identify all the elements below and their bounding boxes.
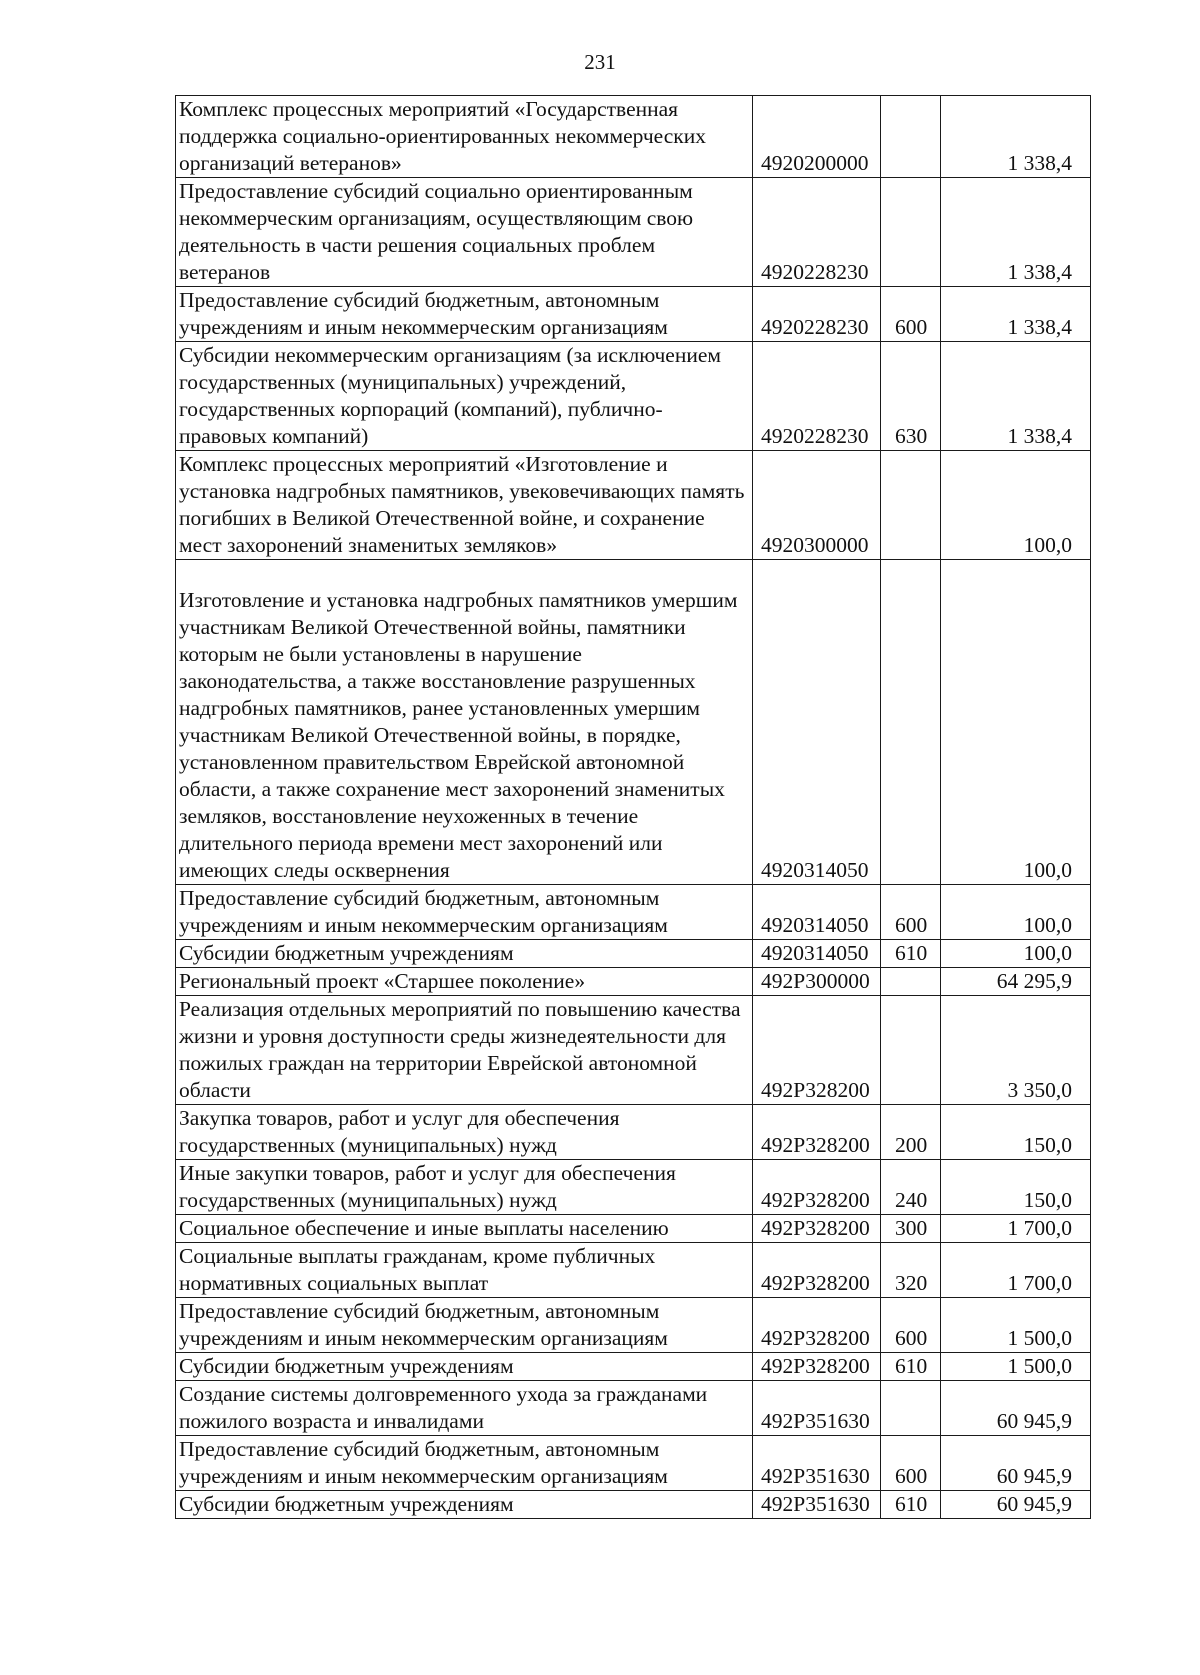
table-row <box>176 1160 1091 1215</box>
row-amount-cell: 150,0 <box>941 1160 1091 1215</box>
row-name-cell: Предоставление субсидий социально ориентированным некоммерческим организациям, осуществляющим свою деятельность в части решения социальных проблем ветеранов <box>176 178 753 287</box>
page-number: 231 <box>584 50 616 74</box>
row-code-cell: 4920228230 <box>753 342 881 451</box>
row-name-cell: Создание системы долговременного ухода за гражданами пожилого возраста и инвалидами <box>176 1381 753 1436</box>
row-type-cell <box>881 178 941 287</box>
budget-table <box>175 95 1091 1519</box>
row-amount-cell: 150,0 <box>941 1105 1091 1160</box>
table-row <box>176 968 1091 996</box>
row-amount-cell: 1 338,4 <box>941 342 1091 451</box>
table-row <box>176 996 1091 1105</box>
row-amount-cell: 64 295,9 <box>941 968 1091 996</box>
table-row <box>176 1105 1091 1160</box>
row-amount-cell: 100,0 <box>941 885 1091 940</box>
table-row <box>176 178 1091 287</box>
row-type-cell: 600 <box>881 287 941 342</box>
row-code-cell: 4920314050 <box>753 940 881 968</box>
row-amount-cell: 100,0 <box>941 451 1091 560</box>
table-row <box>176 1353 1091 1381</box>
row-code-cell: 4920228230 <box>753 287 881 342</box>
row-amount-cell: 3 350,0 <box>941 996 1091 1105</box>
row-amount-cell: 100,0 <box>941 940 1091 968</box>
row-amount-cell: 1 338,4 <box>941 287 1091 342</box>
row-amount-cell: 60 945,9 <box>941 1381 1091 1436</box>
table-row <box>176 287 1091 342</box>
row-amount-cell: 1 700,0 <box>941 1215 1091 1243</box>
row-type-cell: 300 <box>881 1215 941 1243</box>
row-code-cell: 492Р328200 <box>753 996 881 1105</box>
row-name-cell: Социальное обеспечение и иные выплаты населению <box>176 1215 753 1243</box>
row-name-cell: Комплекс процессных мероприятий «Изготовление и установка надгробных памятников, увековечивающих память погибших в Великой Отечественной войне, и сохранение мест захоронений знаменитых земляков» <box>176 451 753 560</box>
row-code-cell: 4920200000 <box>753 96 881 178</box>
row-name-cell: Иные закупки товаров, работ и услуг для обеспечения государственных (муниципальных) нужд <box>176 1160 753 1215</box>
row-type-cell: 610 <box>881 1353 941 1381</box>
table-row <box>176 940 1091 968</box>
row-name-cell: Изготовление и установка надгробных памятников умершим участникам Великой Отечественной войны, памятники которым не были установлены в нарушение законодательства, а также восстановление разрушенных надгробных памятников, ранее установленных умершим участникам Великой Отечественной войны, в порядке, установленном правительством Еврейской автономной области, а также сохранение мест захоронений знаменитых земляков, восстановление неухоженных в течение длительного периода времени мест захоронений или имеющих следы осквернения <box>176 560 753 885</box>
row-type-cell <box>881 968 941 996</box>
row-name-cell: Предоставление субсидий бюджетным, автономным учреждениям и иным некоммерческим организациям <box>176 885 753 940</box>
row-code-cell: 4920314050 <box>753 885 881 940</box>
row-code-cell: 492Р328200 <box>753 1215 881 1243</box>
row-code-cell: 492Р328200 <box>753 1243 881 1298</box>
row-type-cell: 200 <box>881 1105 941 1160</box>
table-row <box>176 1298 1091 1353</box>
row-type-cell <box>881 996 941 1105</box>
table-body <box>176 96 1091 1519</box>
row-code-cell: 492Р351630 <box>753 1381 881 1436</box>
row-amount-cell: 1 338,4 <box>941 96 1091 178</box>
row-code-cell: 492Р351630 <box>753 1491 881 1519</box>
row-name-cell: Субсидии некоммерческим организациям (за исключением государственных (муниципальных) учреждений, государственных корпораций (компаний), публично-правовых компаний) <box>176 342 753 451</box>
row-amount-cell: 1 500,0 <box>941 1298 1091 1353</box>
row-name-cell: Предоставление субсидий бюджетным, автономным учреждениям и иным некоммерческим организациям <box>176 1298 753 1353</box>
row-name-cell: Субсидии бюджетным учреждениям <box>176 1353 753 1381</box>
table-row <box>176 1215 1091 1243</box>
row-name-cell: Социальные выплаты гражданам, кроме публичных нормативных социальных выплат <box>176 1243 753 1298</box>
row-name-cell: Предоставление субсидий бюджетным, автономным учреждениям и иным некоммерческим организациям <box>176 287 753 342</box>
row-type-cell: 630 <box>881 342 941 451</box>
row-type-cell <box>881 560 941 885</box>
row-code-cell: 4920314050 <box>753 560 881 885</box>
row-type-cell: 240 <box>881 1160 941 1215</box>
row-name-cell: Реализация отдельных мероприятий по повышению качества жизни и уровня доступности среды жизнедеятельности для пожилых граждан на территории Еврейской автономной области <box>176 996 753 1105</box>
row-code-cell: 492Р328200 <box>753 1160 881 1215</box>
row-amount-cell: 1 500,0 <box>941 1353 1091 1381</box>
row-amount-cell: 60 945,9 <box>941 1436 1091 1491</box>
table-row <box>176 1491 1091 1519</box>
table-row <box>176 885 1091 940</box>
row-code-cell: 492Р300000 <box>753 968 881 996</box>
table-row <box>176 342 1091 451</box>
row-name-cell: Субсидии бюджетным учреждениям <box>176 940 753 968</box>
row-code-cell: 492Р351630 <box>753 1436 881 1491</box>
row-amount-cell: 1 338,4 <box>941 178 1091 287</box>
row-type-cell: 600 <box>881 1298 941 1353</box>
row-type-cell <box>881 1381 941 1436</box>
row-name-cell: Предоставление субсидий бюджетным, автономным учреждениям и иным некоммерческим организациям <box>176 1436 753 1491</box>
row-name-cell: Региональный проект «Старшее поколение» <box>176 968 753 996</box>
row-code-cell: 4920228230 <box>753 178 881 287</box>
row-type-cell: 610 <box>881 940 941 968</box>
row-amount-cell: 100,0 <box>941 560 1091 885</box>
row-code-cell: 4920300000 <box>753 451 881 560</box>
row-type-cell: 600 <box>881 1436 941 1491</box>
row-name-cell: Закупка товаров, работ и услуг для обеспечения государственных (муниципальных) нужд <box>176 1105 753 1160</box>
row-type-cell <box>881 451 941 560</box>
row-name-cell: Субсидии бюджетным учреждениям <box>176 1491 753 1519</box>
row-type-cell <box>881 96 941 178</box>
table-row <box>176 451 1091 560</box>
row-amount-cell: 1 700,0 <box>941 1243 1091 1298</box>
row-code-cell: 492Р328200 <box>753 1353 881 1381</box>
table-row <box>176 1436 1091 1491</box>
table-row <box>176 96 1091 178</box>
row-code-cell: 492Р328200 <box>753 1298 881 1353</box>
table-row <box>176 560 1091 885</box>
table-row <box>176 1381 1091 1436</box>
row-name-cell: Комплекс процессных мероприятий «Государственная поддержка социально-ориентированных некоммерческих организаций ветеранов» <box>176 96 753 178</box>
row-code-cell: 492Р328200 <box>753 1105 881 1160</box>
row-type-cell: 600 <box>881 885 941 940</box>
row-amount-cell: 60 945,9 <box>941 1491 1091 1519</box>
row-type-cell: 320 <box>881 1243 941 1298</box>
table-row <box>176 1243 1091 1298</box>
row-type-cell: 610 <box>881 1491 941 1519</box>
